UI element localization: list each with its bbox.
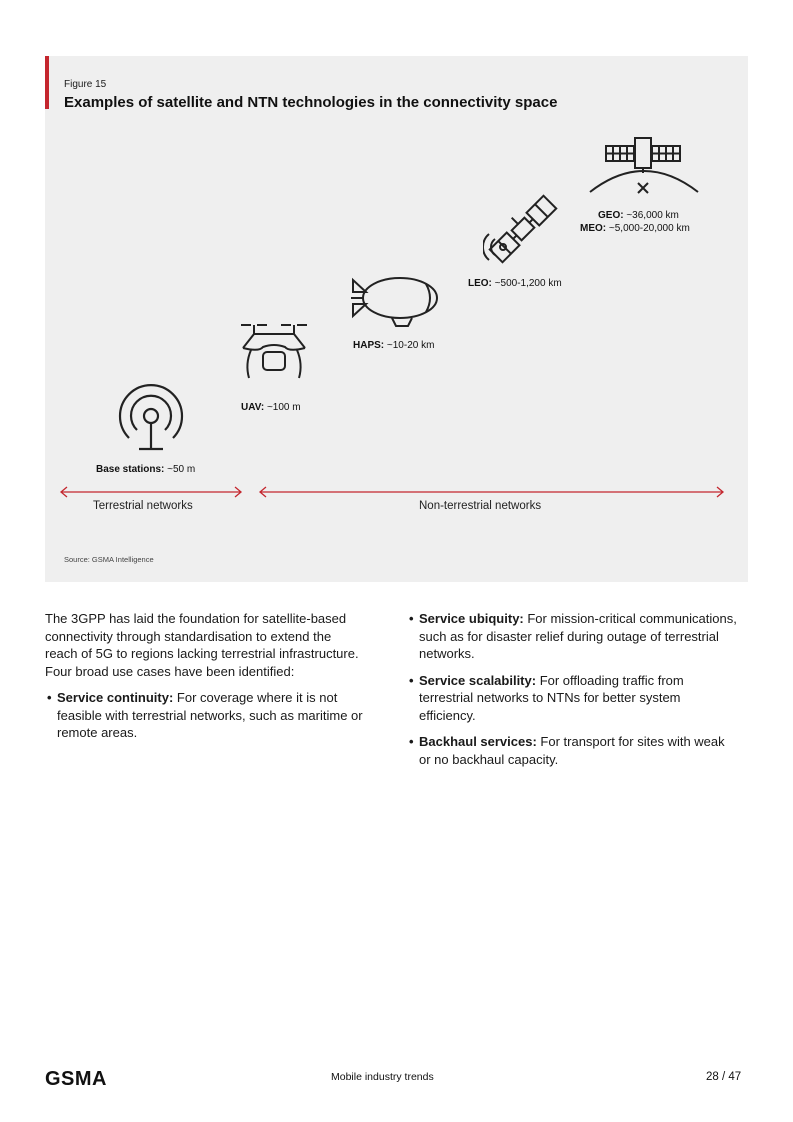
gsma-logo: GSMA — [45, 1068, 107, 1090]
leo-label: LEO: ~500-1,200 km — [468, 278, 562, 289]
figure-title: Examples of satellite and NTN technologies in the connectivity space — [64, 94, 558, 111]
use-case-item: • Service ubiquity: For mission-critical communications, such as for disaster relief during outage of terrestrial networks. — [407, 610, 737, 663]
base-stations-label: Base stations: ~50 m — [96, 464, 196, 475]
figure-label: Figure 15 — [64, 79, 107, 90]
drone-icon — [239, 320, 311, 384]
geo-label: GEO: ~36,000 km — [598, 210, 679, 221]
haps-label: HAPS: ~10-20 km — [353, 340, 435, 351]
figure-source: Source: GSMA Intelligence — [64, 555, 154, 564]
terrestrial-range-arrow — [59, 485, 243, 499]
meo-label: MEO: ~5,000-20,000 km — [580, 223, 690, 234]
body-column-right — [407, 610, 737, 777]
use-case-item: • Backhaul services: For transport for sites with weak or no backhaul capacity. — [407, 733, 737, 768]
body-column-left — [45, 610, 365, 751]
footer-publication-title: Mobile industry trends — [331, 1071, 434, 1083]
geo-satellite-icon — [588, 136, 700, 196]
uav-label: UAV: ~100 m — [241, 402, 301, 413]
non-terrestrial-networks-label: Non-terrestrial networks — [419, 500, 542, 512]
use-case-item: • Service scalability: For offloading traffic from terrestrial networks to NTNs for better system efficiency. — [407, 672, 737, 725]
antenna-tower-icon — [115, 382, 187, 454]
leo-satellite-icon — [483, 189, 563, 269]
page-number: 28 / 47 — [706, 1071, 742, 1083]
use-case-item: • Service continuity: For coverage where it is not feasible with terrestrial networks, such as maritime or remote areas. — [45, 689, 365, 742]
figure-accent-bar — [45, 56, 49, 109]
intro-paragraph: The 3GPP has laid the foundation for satellite-based connectivity through standardisation to extend the reach of 5G to regions lacking terrestrial infrastructure. Four broad use cases have been identified: — [45, 611, 359, 679]
figure-panel — [45, 56, 748, 582]
non-terrestrial-range-arrow — [258, 485, 725, 499]
airship-icon — [348, 274, 440, 330]
terrestrial-networks-label: Terrestrial networks — [93, 500, 193, 512]
